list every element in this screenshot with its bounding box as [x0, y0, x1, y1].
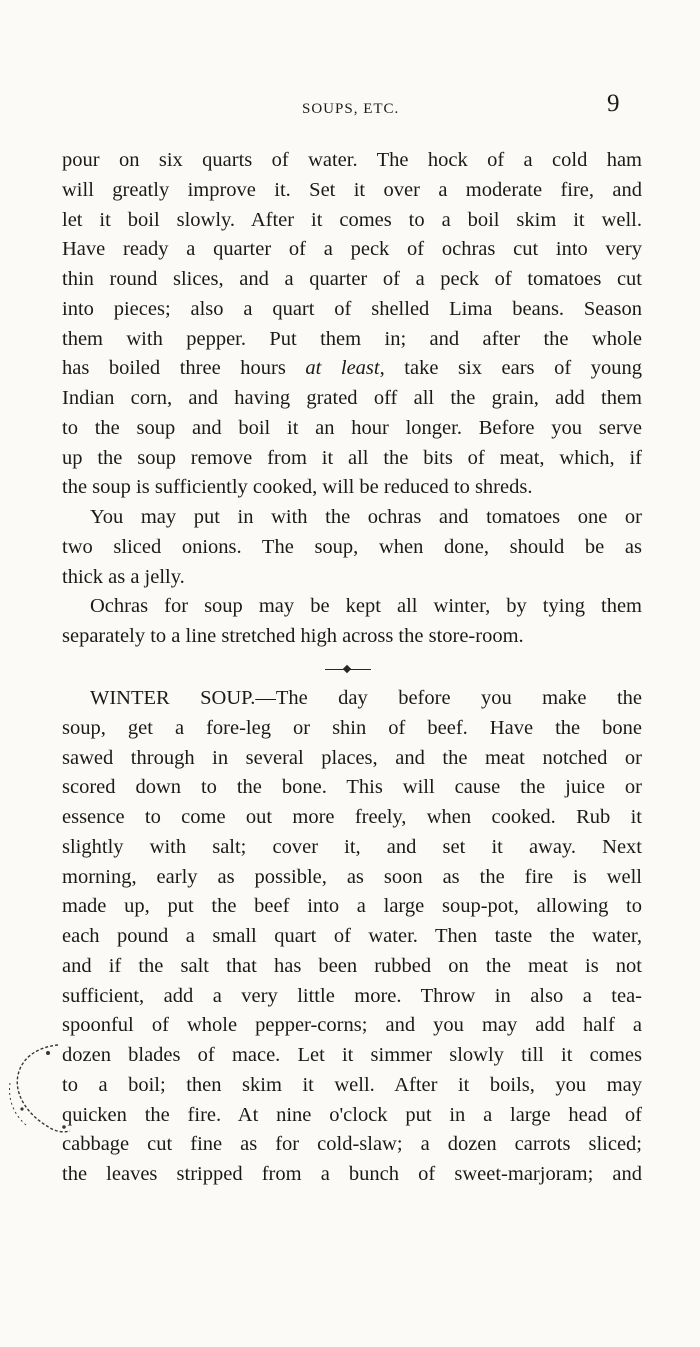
text-line: spoonful of whole pepper-corns; and you may add half a	[62, 1014, 642, 1037]
running-head: SOUPS, ETC.	[302, 101, 400, 117]
text-line: essence to come out more freely, when cooked. Rub it	[62, 806, 642, 828]
text-line: You may put in with the ochras and tomatoes one or	[90, 506, 642, 528]
text-line: WINTER SOUP.—The day before you make the	[90, 687, 642, 709]
text-line: let it boil slowly. After it comes to a boil skim it well.	[62, 208, 642, 231]
text-line: to a boil; then skim it well. After it boils, you may	[62, 1073, 642, 1096]
text-line: scored down to the bone. This will cause the juice or	[62, 776, 642, 799]
text-line: and if the salt that has been rubbed on the meat is not	[62, 954, 642, 977]
text-line: dozen blades of mace. Let it simmer slowly till it comes	[62, 1044, 642, 1066]
ink-stain-graphic	[0, 1033, 78, 1148]
text-line: thin round slices, and a quarter of a peck of tomatoes cut	[62, 268, 642, 290]
text-line: Ochras for soup may be kept all winter, by tying them	[90, 595, 642, 618]
text-line: made up, put the beef into a large soup-pot, allowing to	[62, 895, 642, 918]
text-line: the leaves stripped from a bunch of sweet-marjoram; and	[62, 1163, 642, 1185]
text-line: slightly with salt; cover it, and set it away. Next	[62, 835, 642, 858]
text-line: into pieces; also a quart of shelled Lima beans. Season	[62, 297, 642, 320]
text-line: separately to a line stretched high across the store-room.	[62, 625, 524, 647]
ink-stain	[0, 1033, 78, 1148]
text-line: cabbage cut fine as for cold-slaw; a dozen carrots sliced;	[62, 1133, 642, 1156]
text-line-with-italic: has boiled three hours at least, take six ears of young	[62, 357, 642, 380]
text-line: two sliced onions. The soup, when done, should be as	[62, 535, 642, 558]
text-line: the soup is sufficiently cooked, will be reduced to shreds.	[62, 476, 533, 499]
text-line: up the soup remove from it all the bits of meat, which, if	[62, 446, 642, 469]
text-line: will greatly improve it. Set it over a moderate fire, and	[62, 178, 642, 201]
section-divider	[325, 669, 371, 670]
text-line: sawed through in several places, and the meat notched or	[62, 746, 642, 769]
body-text-upper	[62, 146, 642, 652]
text-line: each pound a small quart of water. Then taste the water,	[62, 925, 642, 947]
text-line: to the soup and boil it an hour longer. Before you serve	[62, 416, 642, 439]
text-line: pour on six quarts of water. The hock of a cold ham	[62, 149, 642, 171]
text-line: quicken the fire. At nine o'clock put in a large head of	[62, 1103, 642, 1126]
text-line: soup, get a fore-leg or shin of beef. Have the bone	[62, 716, 642, 739]
body-text-lower	[62, 684, 642, 1190]
text-line: thick as a jelly.	[62, 565, 185, 588]
text-line: them with pepper. Put them in; and after the whole	[62, 327, 642, 350]
text-line: Indian corn, and having grated off all the grain, add them	[62, 387, 642, 409]
text-line: morning, early as possible, as soon as the fire is well	[62, 865, 642, 888]
text-line: sufficient, add a very little more. Throw in also a tea-	[62, 984, 642, 1007]
page-number: 9	[607, 90, 620, 117]
text-line: Have ready a quarter of a peck of ochras cut into very	[62, 238, 642, 261]
